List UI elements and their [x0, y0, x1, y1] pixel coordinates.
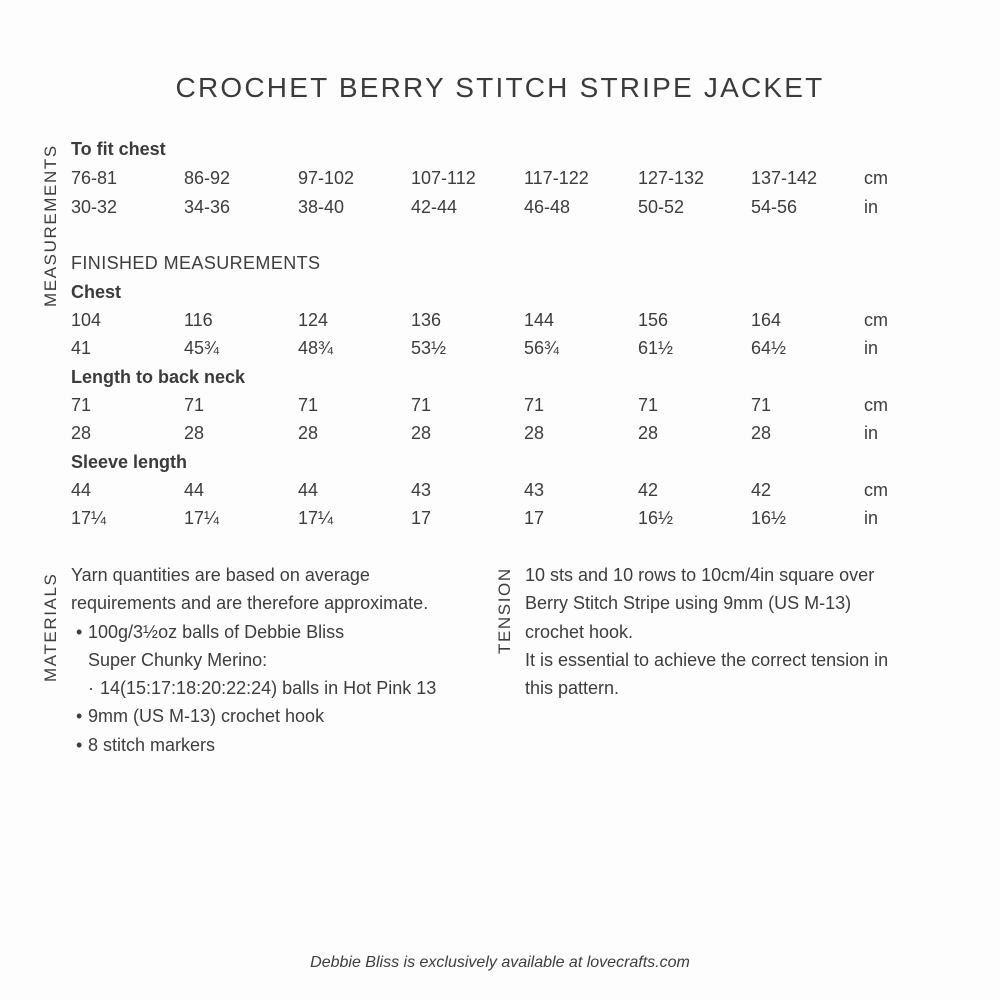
chest-label: Chest [71, 282, 122, 302]
table-cell: 156 [638, 310, 669, 330]
table-cell: 42 [751, 480, 772, 500]
sleeve-length-label: Sleeve length [71, 452, 188, 472]
table-cell: 104 [71, 310, 102, 330]
sub-bullet-icon: · [88, 678, 94, 699]
table-cell: 53½ [411, 338, 447, 358]
tension-side-label: TENSION [495, 567, 514, 654]
unit-cell: in [864, 423, 879, 443]
footer-note: Debbie Bliss is exclusively available at lovecrafts.com [310, 954, 690, 971]
table-cell: 61½ [638, 338, 674, 358]
table-cell: 28 [638, 423, 659, 443]
table-cell: 16½ [638, 508, 674, 528]
bullet-icon: • [76, 706, 83, 727]
table-cell: 56¾ [524, 338, 560, 358]
table-cell: 127-132 [638, 168, 705, 188]
unit-cell: in [864, 338, 879, 358]
table-cell: 44 [71, 480, 92, 500]
table-cell: 107-112 [411, 168, 476, 188]
table-cell: 71 [524, 395, 545, 415]
table-cell: 144 [524, 310, 555, 330]
table-cell: 42 [638, 480, 659, 500]
table-cell: 64½ [751, 338, 787, 358]
table-cell: 71 [751, 395, 772, 415]
table-cell: 17¼ [184, 508, 220, 528]
page-title: CROCHET BERRY STITCH STRIPE JACKET [175, 72, 825, 103]
table-cell: 71 [411, 395, 432, 415]
table-cell: 28 [524, 423, 545, 443]
table-cell: 50-52 [638, 197, 685, 217]
tension-line: It is essential to achieve the correct tension in [525, 649, 889, 670]
table-cell: 30-32 [71, 197, 118, 217]
unit-cell: cm [864, 395, 888, 415]
table-cell: 28 [298, 423, 319, 443]
table-cell: 71 [184, 395, 205, 415]
materials-hook-line: 9mm (US M-13) crochet hook [88, 706, 325, 727]
table-cell: 76-81 [71, 168, 118, 188]
table-cell: 46-48 [524, 197, 571, 217]
table-cell: 116 [184, 310, 213, 330]
finished-measurements-heading: FINISHED MEASUREMENTS [71, 253, 321, 273]
table-cell: 117-122 [524, 168, 589, 188]
table-cell: 16½ [751, 508, 787, 528]
length-to-back-neck-label: Length to back neck [71, 367, 246, 387]
table-cell: 17 [524, 508, 545, 528]
table-cell: 86-92 [184, 168, 231, 188]
unit-cell: in [864, 508, 879, 528]
table-cell: 44 [184, 480, 205, 500]
bullet-icon: • [76, 621, 83, 642]
materials-yarn-line-2: Super Chunky Merino: [88, 649, 268, 670]
table-cell: 17 [411, 508, 432, 528]
tension-line: crochet hook. [525, 621, 634, 642]
list-item [71, 702, 436, 730]
table-cell: 44 [298, 480, 319, 500]
table-cell: 45¾ [184, 338, 220, 358]
table-cell: 48¾ [298, 338, 334, 358]
table-cell: 71 [298, 395, 319, 415]
list-item [71, 618, 436, 646]
materials-markers-line: 8 stitch markers [88, 734, 216, 755]
table-cell: 28 [411, 423, 432, 443]
materials-intro-line: requirements and are therefore approximate. [71, 593, 429, 614]
table-cell: 41 [71, 338, 92, 358]
table-cell: 28 [184, 423, 205, 443]
table-cell: 124 [298, 310, 329, 330]
materials-quantity-line: 14(15:17:18:20:22:24) balls in Hot Pink 13 [100, 678, 437, 699]
materials-yarn-line: 100g/3½oz balls of Debbie Bliss [88, 621, 345, 642]
materials-block [71, 561, 436, 759]
unit-cell: cm [864, 480, 888, 500]
table-cell: 136 [411, 310, 442, 330]
list-item [71, 674, 436, 702]
materials-side-label: MATERIALS [41, 572, 60, 682]
table-cell: 71 [71, 395, 92, 415]
table-cell: 28 [751, 423, 772, 443]
table-cell: 97-102 [298, 168, 355, 188]
unit-cell: in [864, 197, 879, 217]
list-item [71, 731, 436, 759]
tension-line: 10 sts and 10 rows to 10cm/4in square over [525, 565, 875, 585]
tension-line: this pattern. [525, 678, 620, 699]
table-cell: 34-36 [184, 197, 231, 217]
table-cell: 54-56 [751, 197, 798, 217]
tension-line: Berry Stitch Stripe using 9mm (US M-13) [525, 593, 852, 614]
tension-block [525, 561, 888, 702]
table-cell: 28 [71, 423, 92, 443]
table-cell: 137-142 [751, 168, 818, 188]
bullet-icon: • [76, 734, 83, 755]
table-cell: 164 [751, 310, 782, 330]
table-cell: 42-44 [411, 197, 458, 217]
measurements-side-label: MEASUREMENTS [41, 144, 60, 307]
unit-cell: cm [864, 310, 888, 330]
table-cell: 43 [411, 480, 432, 500]
table-cell: 38-40 [298, 197, 345, 217]
table-cell: 71 [638, 395, 659, 415]
to-fit-chest-label: To fit chest [71, 139, 166, 159]
table-cell: 43 [524, 480, 545, 500]
unit-cell: cm [864, 168, 888, 188]
table-cell: 17¼ [298, 508, 334, 528]
materials-intro-line: Yarn quantities are based on average [71, 565, 370, 585]
table-cell: 17¼ [71, 508, 107, 528]
